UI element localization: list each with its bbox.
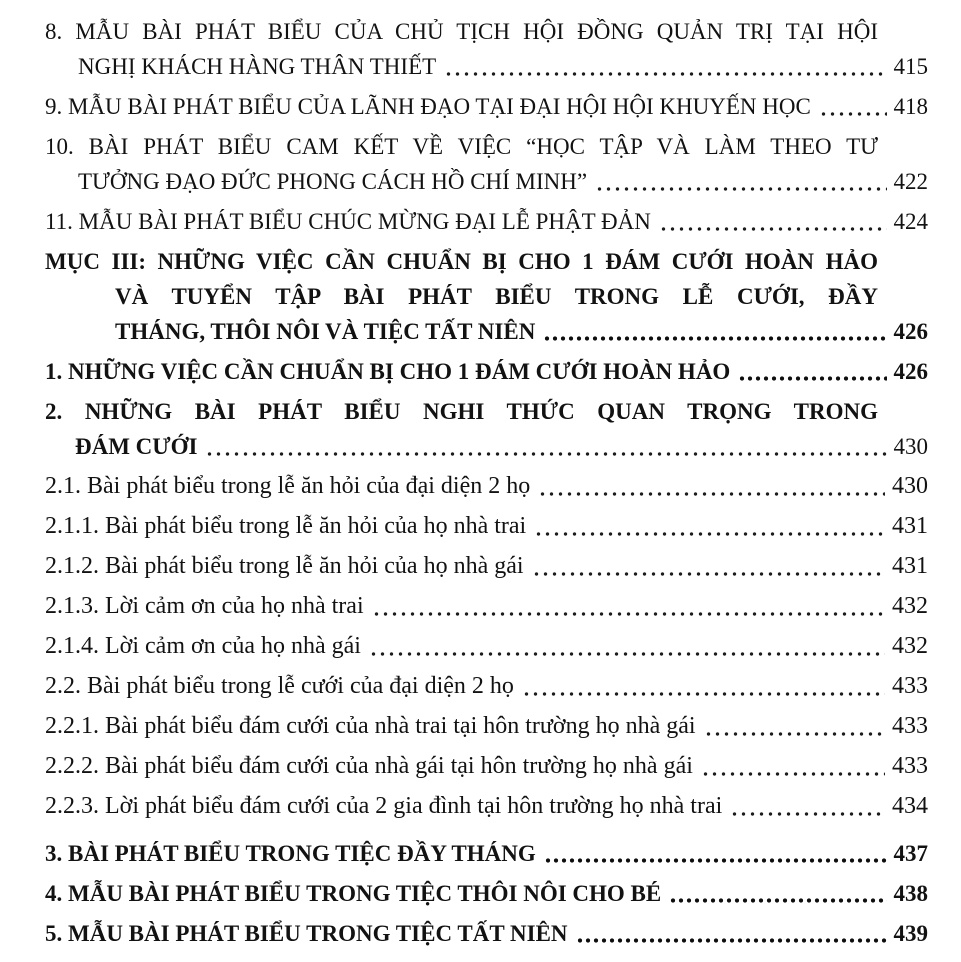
dot-leader [576,916,887,951]
toc-entry-title: 1. NHỮNG VIỆC CẦN CHUẨN BỊ CHO 1 ĐÁM CƯỚI HOÀN HẢO [45,359,731,384]
page-number: 431 [892,553,928,579]
toc-entry-3 [45,836,928,871]
toc-entry-2-1-3 [45,589,928,624]
page-number: 422 [893,169,928,194]
toc-line [45,509,928,544]
toc-line [45,629,928,664]
toc-entry-5 [45,916,928,951]
toc-entry-4 [45,876,928,911]
dot-leader [522,669,885,704]
dot-leader [372,589,885,624]
toc-entry-title: 2.1.1. Bài phát biểu trong lễ ăn hỏi của họ nhà trai [45,513,527,539]
toc-line [45,164,928,199]
toc-line [45,354,928,389]
toc-line [45,669,928,704]
toc-entry-1 [45,354,928,389]
page-number: 439 [893,921,928,946]
page-number: 433 [892,673,928,699]
toc-line [45,789,928,824]
toc-entry-title: 2.2.2. Bài phát biểu đám cưới của nhà gái tại hôn trường họ nhà gái [45,753,693,779]
dot-leader [659,204,887,239]
toc-entry-9 [45,89,928,124]
toc-entry-title: ĐÁM CƯỚI [75,434,198,459]
toc-entry-title: 2.2.3. Lời phát biểu đám cưới của 2 gia đình tại hôn trường họ nhà trai [45,793,723,819]
dot-leader [701,749,885,784]
toc-entry-2 [45,394,928,464]
page-number: 430 [893,434,928,459]
toc-line [45,876,928,911]
dot-leader [369,629,885,664]
toc-entry-2-1-4 [45,629,928,664]
toc-entry-2-2-3 [45,789,928,824]
page-number: 438 [893,881,928,906]
page-number: 431 [892,513,928,539]
toc-entry-title: 4. MẪU BÀI PHÁT BIỂU TRONG TIỆC THÔI NÔI CHO BÉ [45,881,662,906]
toc-entry-title: 2.1. Bài phát biểu trong lễ ăn hỏi của đại diện 2 họ [45,473,531,499]
toc-line [45,469,928,504]
toc-line [45,204,928,239]
toc-line [45,429,928,464]
toc-line-text: 8. MẪU BÀI PHÁT BIỂU CỦA CHỦ TỊCH HỘI ĐỒNG QUẢN TRỊ TẠI HỘI [45,19,878,44]
toc-entry-title: TƯỞNG ĐẠO ĐỨC PHONG CÁCH HỒ CHÍ MINH” [78,169,588,194]
toc-entry-title: NGHỊ KHÁCH HÀNG THÂN THIẾT [78,54,437,79]
toc-entry-2-1-2 [45,549,928,584]
dot-leader [544,836,887,871]
page-number: 424 [893,209,928,234]
toc-entry-8 [45,14,928,84]
dot-leader [704,709,885,744]
page-number: 426 [893,319,928,344]
toc-entry-2-2-2 [45,749,928,784]
page-number: 432 [892,593,928,619]
page-number: 426 [893,359,928,384]
page-number: 418 [893,94,928,119]
toc-line [45,916,928,951]
toc-entry-10 [45,129,928,199]
toc-entry-title: 3. BÀI PHÁT BIỂU TRONG TIỆC ĐẦY THÁNG [45,841,536,866]
toc-entry-2-1-1 [45,509,928,544]
toc-line [45,549,928,584]
toc-line [45,709,928,744]
page-number: 433 [892,753,928,779]
dot-leader [669,876,886,911]
toc-line-text: VÀ TUYỂN TẬP BÀI PHÁT BIỂU TRONG LỄ CƯỚI, ĐẦY [115,284,878,309]
toc-entry-2-2 [45,669,928,704]
dot-leader [819,89,887,124]
toc-line [45,589,928,624]
toc-entry-muc-iii [45,244,928,349]
page-number: 432 [892,633,928,659]
toc-entry-title: 2.1.3. Lời cảm ơn của họ nhà trai [45,593,364,619]
toc-line [45,89,928,124]
toc-entry-2-2-1 [45,709,928,744]
dot-leader [543,314,886,349]
page-number: 437 [893,841,928,866]
toc-line [45,836,928,871]
toc-entry-title: 11. MẪU BÀI PHÁT BIỂU CHÚC MỪNG ĐẠI LỄ PHẬT ĐẢN [45,209,651,234]
dot-leader [738,354,886,389]
toc-entry-11 [45,204,928,239]
toc-entry-title: 2.1.4. Lời cảm ơn của họ nhà gái [45,633,361,659]
toc-entry-title: 2.2. Bài phát biểu trong lễ cưới của đại diện 2 họ [45,673,514,699]
dot-leader [205,429,886,464]
toc-line [45,49,928,84]
dot-leader [538,469,885,504]
toc-entry-title: 5. MẪU BÀI PHÁT BIỂU TRONG TIỆC TẤT NIÊN [45,921,568,946]
dot-leader [534,509,885,544]
dot-leader [444,49,886,84]
toc-entry-title: 2.2.1. Bài phát biểu đám cưới của nhà trai tại hôn trường họ nhà gái [45,713,696,739]
dot-leader [730,789,885,824]
toc-entry-title: 2.1.2. Bài phát biểu trong lễ ăn hỏi của họ nhà gái [45,553,524,579]
page-number: 430 [892,473,928,499]
page-number: 433 [892,713,928,739]
toc-line-text: 10. BÀI PHÁT BIỂU CAM KẾT VỀ VIỆC “HỌC TẬP VÀ LÀM THEO TƯ [45,134,878,159]
page-number: 415 [893,54,928,79]
toc-page [45,14,928,956]
page-number: 434 [892,793,928,819]
toc-line [45,314,928,349]
toc-line-text: MỤC III: NHỮNG VIỆC CẦN CHUẨN BỊ CHO 1 ĐÁM CƯỚI HOÀN HẢO [45,249,878,274]
toc-entry-title: 9. MẪU BÀI PHÁT BIỂU CỦA LÃNH ĐẠO TẠI ĐẠI HỘI HỘI KHUYẾN HỌC [45,94,811,119]
dot-leader [532,549,885,584]
toc-entry-title: THÁNG, THÔI NÔI VÀ TIỆC TẤT NIÊN [115,319,536,344]
dot-leader [595,164,886,199]
toc-line-text: 2. NHỮNG BÀI PHÁT BIỂU NGHI THỨC QUAN TRỌNG TRONG [45,399,878,424]
toc-entry-2-1 [45,469,928,504]
toc-line [45,749,928,784]
